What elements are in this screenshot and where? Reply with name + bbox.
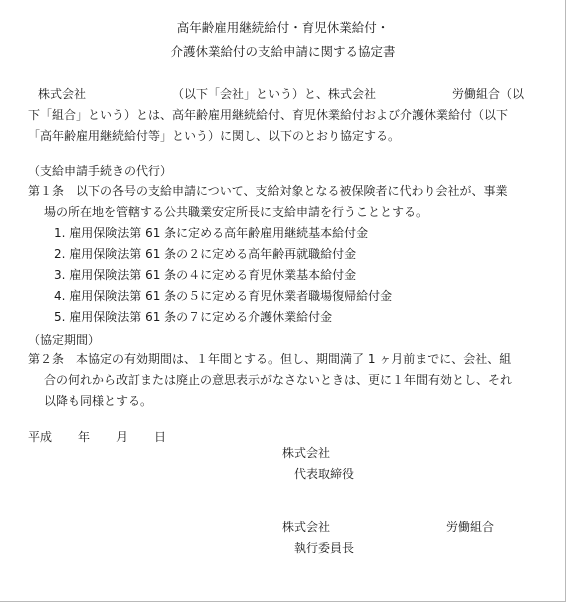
date-era: 平成	[28, 430, 53, 444]
article-1-line-2: 場の所在地を管轄する公共職業安定所長に支給申請を行うこととする。	[44, 205, 429, 219]
intro-line-2: 下「組合」という）とは、高年齢雇用継続給付、育児休業給付および介護休業給付（以下	[28, 108, 509, 122]
intro-company-label: 株式会社	[38, 87, 87, 101]
intro-paren-company: （以下「会社」という）と、株式会社	[172, 87, 377, 101]
list-item: 1. 雇用保険法第 61 条に定める高年齢雇用継続基本給付金	[54, 226, 369, 240]
list-item: 2. 雇用保険法第 61 条の２に定める高年齢再就職給付金	[54, 247, 357, 261]
signature-union-company-label: 株式会社	[282, 520, 331, 534]
signature-union-role: 執行委員長	[294, 541, 355, 555]
article-2-line-3: 以降も同様とする。	[44, 394, 153, 408]
article-2-line-2: 合の何れから改訂または廃止の意思表示がなさないときは、更に１年間有効とし、それ	[44, 373, 513, 387]
document-title-line-2: 介護休業給付の支給申請に関する協定書	[170, 44, 396, 59]
article-1-line-1: 第１条 以下の各号の支給申請について、支給対象となる被保険者に代わり会社が、事業	[28, 184, 508, 198]
article-2-line-1: 第２条 本協定の有効期間は、１年間とする。但し、期間満了 1 ヶ月前までに、会社、組	[28, 352, 512, 366]
signature-company-label: 株式会社	[282, 446, 331, 460]
list-item: 4. 雇用保険法第 61 条の５に定める育児休業者職場復帰給付金	[54, 289, 393, 303]
date-year: 年	[78, 430, 91, 444]
date-month: 月	[116, 430, 129, 444]
signature-company-role: 代表取締役	[294, 467, 355, 481]
intro-union-label: 労働組合（以	[452, 87, 525, 101]
section-2-heading: （協定期間）	[28, 333, 101, 347]
intro-line-3: 「高年齢雇用継続給付等」という）に関し、以下のとおり協定する。	[28, 129, 401, 143]
list-item: 5. 雇用保険法第 61 条の７に定める介護休業給付金	[54, 310, 333, 324]
date-day: 日	[154, 430, 167, 444]
signature-union-label: 労働組合	[446, 520, 495, 534]
list-item: 3. 雇用保険法第 61 条の４に定める育児休業基本給付金	[54, 268, 357, 282]
document-title-line-1: 高年齢雇用継続給付・育児休業給付・	[176, 20, 390, 35]
section-1-heading: （支給申請手続きの代行）	[28, 164, 173, 178]
